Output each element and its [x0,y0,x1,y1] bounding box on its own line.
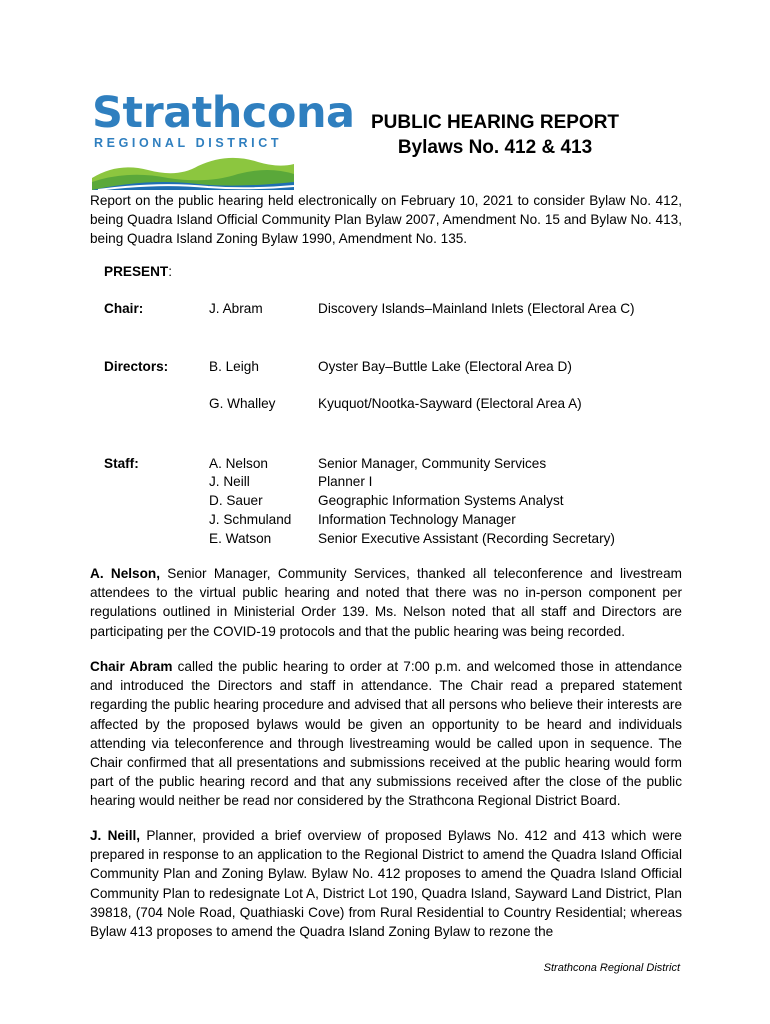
paragraph-chair [90,657,682,811]
director-name: B. Leigh [209,359,259,374]
directors-label: Directors: [104,359,169,374]
paragraph-text: Planner, provided a brief overview of proposed Bylaws No. 412 and 413 which were prepared in response to an application to the Regional District to amend the Quadra Island Official Community Plan and Zoning Bylaw. Bylaw No. 412 proposes to amend the Quadra Island Official Community Plan to redesignate Lot A, District Lot 190, Quadra Island, Sayward Land District, Plan 39818, (704 Nole Road, Quathiaski Cove) from Rural Residential to Country Residential; whereas Bylaw 413 proposes to amend the Quadra Island Zoning Bylaw to rezone the [90,828,682,940]
paragraph-nelson [90,564,682,641]
chair-name: J. Abram [209,301,263,316]
staff-role: Planner I [318,474,373,489]
logo-landscape-icon [88,152,294,190]
report-subtitle: Bylaws No. 412 & 413 [397,137,593,158]
staff-name: D. Sauer [209,493,263,508]
report-title: PUBLIC HEARING REPORT [370,112,620,133]
director-name: G. Whalley [209,396,276,411]
paragraph-text: Senior Manager, Community Services, thanked all teleconference and livestream attendees to the virtual public hearing and noted that there was no in-person component per regulations outlined in Ministerial Order 139. Ms. Nelson noted that all staff and Directors are participating per the COVID-19 protocols and that the public hearing was being recorded. [90,566,682,639]
paragraph-text: called the public hearing to order at 7:00 p.m. and welcomed those in attendance and introduced the Directors and staff in attendance. The Chair read a prepared statement regarding the public hearing procedure and advised that all persons who believe their interests are affected by the proposed bylaws would be given an opportunity to be heard and individuals attending via teleconference and through livestreaming would be called upon in sequence. The Chair confirmed that all presentations and submissions received at the public hearing would form part of the public hearing record and that any submissions received after the close of the public hearing would neither be read nor considered by the Strathcona Regional District Board. [90,659,683,809]
staff-name: E. Watson [209,531,272,546]
staff-label: Staff: [104,456,139,471]
staff-role: Information Technology Manager [318,512,516,527]
speaker-name: A. Nelson, [90,566,160,581]
director-role: Oyster Bay–Buttle Lake (Electoral Area D) [318,359,572,374]
director-role: Kyuquot/Nootka-Sayward (Electoral Area A) [318,396,582,411]
paragraph-neill [90,826,682,941]
staff-role: Geographic Information Systems Analyst [318,493,564,508]
chair-label: Chair: [104,301,144,316]
logo-subtitle: REGIONAL DISTRICT [94,136,283,150]
logo-wordmark: Strathcona [92,88,355,138]
speaker-name: Chair Abram [90,659,173,674]
staff-role: Senior Executive Assistant (Recording Secretary) [318,531,615,546]
staff-role: Senior Manager, Community Services [318,456,547,471]
chair-role: Discovery Islands–Mainland Inlets (Electoral Area C) [318,301,635,316]
intro-paragraph: Report on the public hearing held electronically on February 10, 2021 to consider Bylaw No. 412, being Quadra Island Official Community Plan Bylaw 2007, Amendment No. 15 and Bylaw No. 413, being Quadra Island Zoning Bylaw 1990, Amendment No. 135. [90,193,682,247]
strathcona-logo [88,88,355,190]
staff-name: A. Nelson [209,456,268,471]
staff-name: J. Schmuland [209,512,292,527]
speaker-name: J. Neill, [90,828,141,843]
page-footer: Strathcona Regional District [543,962,680,974]
present-heading: PRESENT: [104,264,172,279]
staff-name: J. Neill [209,474,250,489]
